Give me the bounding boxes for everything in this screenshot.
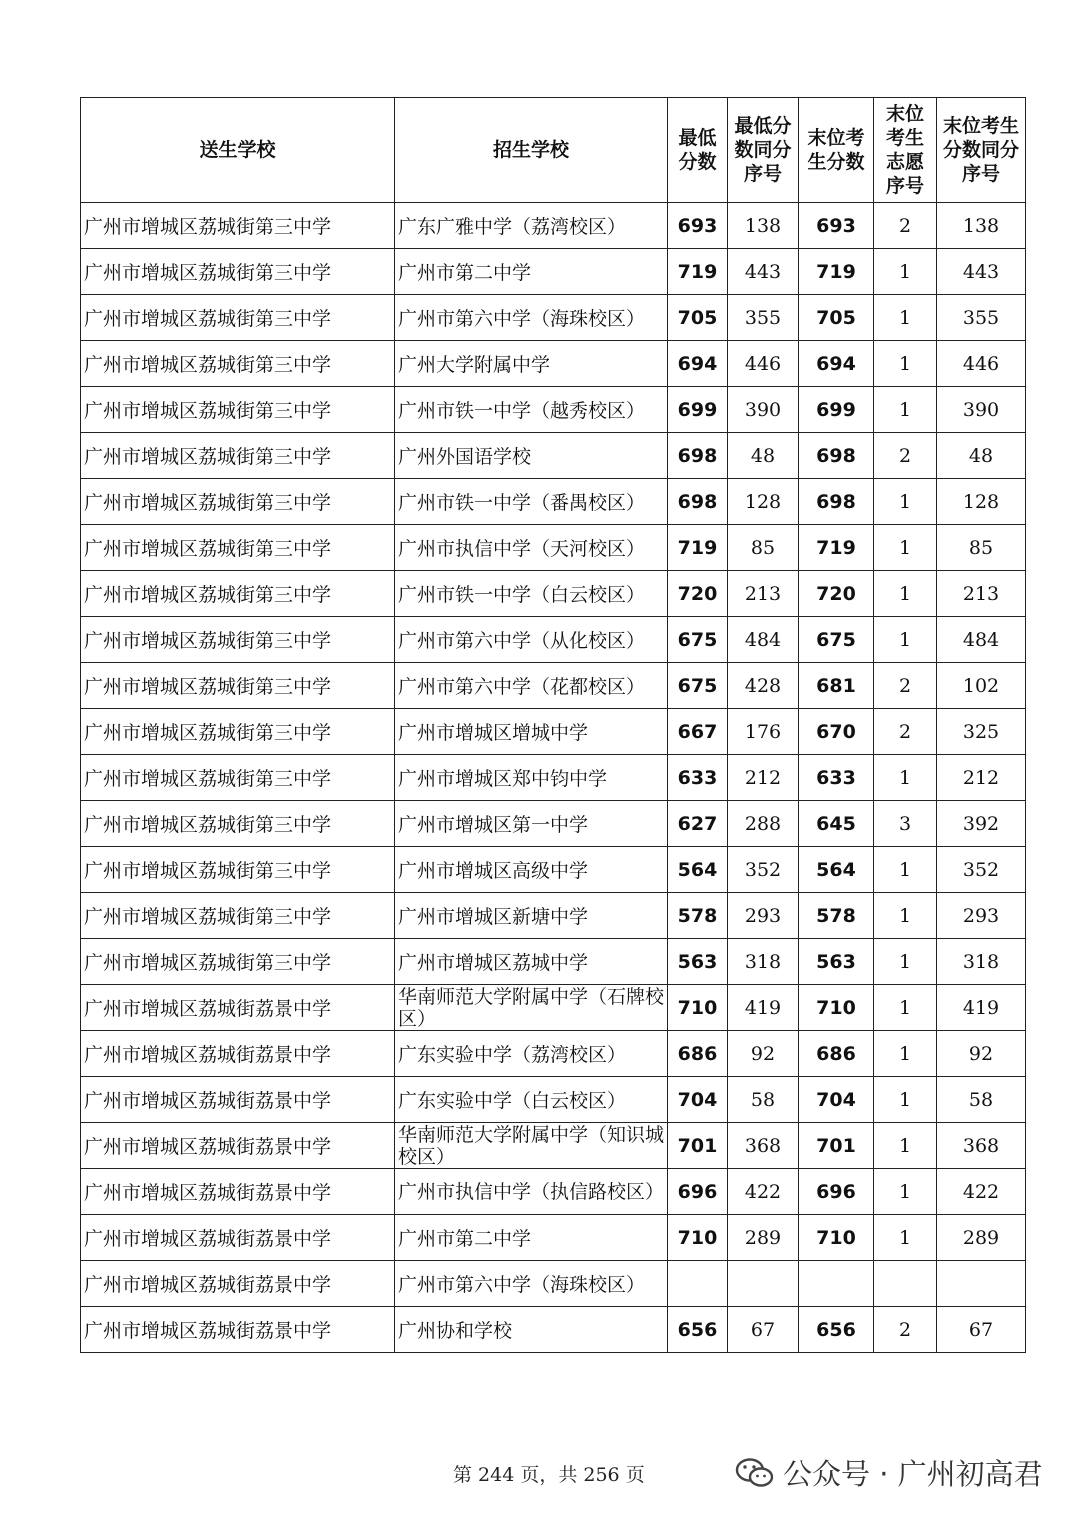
cell-last-score-rank: 355: [937, 295, 1026, 341]
table-row: [81, 617, 1026, 663]
table-row: [81, 985, 1026, 1031]
table-row: [81, 755, 1026, 801]
cell-sending-school: 广州市增城区荔城街第三中学: [81, 203, 395, 249]
cell-min-score: 693: [668, 203, 728, 249]
col-header-last-score: 末位考生分数: [799, 98, 874, 203]
cell-recruiting-school: 广州市增城区高级中学: [395, 847, 668, 893]
cell-min-score-rank: 422: [728, 1169, 799, 1215]
cell-sending-school: 广州市增城区荔城街第三中学: [81, 893, 395, 939]
cell-min-score: 578: [668, 893, 728, 939]
cell-recruiting-school: 广东实验中学（白云校区）: [395, 1077, 668, 1123]
table-row: [81, 203, 1026, 249]
cell-sending-school: 广州市增城区荔城街荔景中学: [81, 1031, 395, 1077]
cell-recruiting-school: 广州协和学校: [395, 1307, 668, 1353]
cell-last-choice-no: 1: [874, 341, 937, 387]
admission-table: [80, 97, 1026, 1353]
cell-last-score-rank: 67: [937, 1307, 1026, 1353]
cell-min-score: 719: [668, 249, 728, 295]
cell-min-score-rank: 213: [728, 571, 799, 617]
cell-last-choice-no: 1: [874, 387, 937, 433]
cell-sending-school: 广州市增城区荔城街荔景中学: [81, 1169, 395, 1215]
cell-last-score-rank: 289: [937, 1215, 1026, 1261]
cell-min-score-rank: 318: [728, 939, 799, 985]
cell-min-score: 720: [668, 571, 728, 617]
cell-recruiting-school: 广州市第六中学（海珠校区）: [395, 1261, 668, 1307]
table-row: [81, 295, 1026, 341]
cell-sending-school: 广州市增城区荔城街第三中学: [81, 295, 395, 341]
cell-min-score: 694: [668, 341, 728, 387]
table-row: [81, 1307, 1026, 1353]
cell-last-score-rank: 58: [937, 1077, 1026, 1123]
cell-last-score-rank: 392: [937, 801, 1026, 847]
cell-last-choice-no: 1: [874, 1031, 937, 1077]
cell-last-choice-no: 1: [874, 617, 937, 663]
col-header-min-score: 最低分数: [668, 98, 728, 203]
cell-last-score: 719: [799, 249, 874, 295]
cell-last-score-rank: 212: [937, 755, 1026, 801]
page-footer: [0, 1458, 1080, 1498]
cell-sending-school: 广州市增城区荔城街荔景中学: [81, 1215, 395, 1261]
cell-last-score-rank: 390: [937, 387, 1026, 433]
cell-sending-school: 广州市增城区荔城街荔景中学: [81, 1261, 395, 1307]
cell-last-choice-no: 1: [874, 755, 937, 801]
cell-recruiting-school: 华南师范大学附属中学（知识城校区）: [395, 1123, 668, 1169]
cell-min-score-rank: 67: [728, 1307, 799, 1353]
cell-min-score: 563: [668, 939, 728, 985]
cell-last-score: 670: [799, 709, 874, 755]
wechat-icon: [735, 1458, 775, 1488]
table-header-row: [81, 98, 1026, 203]
cell-last-score-rank: 443: [937, 249, 1026, 295]
cell-last-score: 698: [799, 433, 874, 479]
col-header-last-score-rank: 末位考生分数同分序号: [937, 98, 1026, 203]
cell-last-choice-no: 1: [874, 571, 937, 617]
cell-min-score: 656: [668, 1307, 728, 1353]
cell-min-score: 705: [668, 295, 728, 341]
cell-last-choice-no: 1: [874, 847, 937, 893]
cell-min-score-rank: 390: [728, 387, 799, 433]
cell-last-score: 719: [799, 525, 874, 571]
cell-min-score-rank: 138: [728, 203, 799, 249]
table-row: [81, 1031, 1026, 1077]
cell-last-choice-no: 1: [874, 1169, 937, 1215]
cell-last-score: 681: [799, 663, 874, 709]
table-row: [81, 801, 1026, 847]
cell-min-score: 719: [668, 525, 728, 571]
cell-sending-school: 广州市增城区荔城街第三中学: [81, 479, 395, 525]
cell-recruiting-school: 广州外国语学校: [395, 433, 668, 479]
cell-min-score: 710: [668, 985, 728, 1031]
cell-last-score: 705: [799, 295, 874, 341]
cell-recruiting-school: 广州市第六中学（花都校区）: [395, 663, 668, 709]
cell-last-score: 701: [799, 1123, 874, 1169]
cell-last-score-rank: 318: [937, 939, 1026, 985]
cell-min-score: 698: [668, 433, 728, 479]
cell-last-score-rank: 419: [937, 985, 1026, 1031]
cell-last-choice-no: 1: [874, 985, 937, 1031]
cell-recruiting-school: 广州市增城区荔城中学: [395, 939, 668, 985]
cell-last-score-rank: 138: [937, 203, 1026, 249]
cell-last-score-rank: 446: [937, 341, 1026, 387]
cell-min-score-rank: 446: [728, 341, 799, 387]
cell-sending-school: 广州市增城区荔城街荔景中学: [81, 1077, 395, 1123]
cell-last-score-rank: [937, 1261, 1026, 1307]
cell-last-score: 704: [799, 1077, 874, 1123]
cell-last-score: 564: [799, 847, 874, 893]
cell-min-score: 701: [668, 1123, 728, 1169]
cell-last-score: 633: [799, 755, 874, 801]
cell-recruiting-school: 广州市增城区新塘中学: [395, 893, 668, 939]
cell-min-score-rank: 352: [728, 847, 799, 893]
cell-sending-school: 广州市增城区荔城街第三中学: [81, 801, 395, 847]
col-header-sending-school: 送生学校: [81, 98, 395, 203]
cell-sending-school: 广州市增城区荔城街第三中学: [81, 663, 395, 709]
watermark-text: 公众号 · 广州初高君: [783, 1457, 1043, 1491]
cell-last-score-rank: 325: [937, 709, 1026, 755]
cell-last-score: 699: [799, 387, 874, 433]
watermark: [735, 1452, 1043, 1493]
cell-last-choice-no: 3: [874, 801, 937, 847]
cell-last-score-rank: 352: [937, 847, 1026, 893]
cell-sending-school: 广州市增城区荔城街第三中学: [81, 709, 395, 755]
cell-last-score: 578: [799, 893, 874, 939]
cell-min-score: 633: [668, 755, 728, 801]
table-row: [81, 1077, 1026, 1123]
cell-sending-school: 广州市增城区荔城街第三中学: [81, 617, 395, 663]
cell-last-score: 563: [799, 939, 874, 985]
cell-recruiting-school: 广州市增城区郑中钧中学: [395, 755, 668, 801]
cell-recruiting-school: 广东广雅中学（荔湾校区）: [395, 203, 668, 249]
cell-last-choice-no: 1: [874, 525, 937, 571]
cell-last-choice-no: 1: [874, 893, 937, 939]
cell-min-score: 696: [668, 1169, 728, 1215]
cell-last-score-rank: 293: [937, 893, 1026, 939]
cell-recruiting-school: 广州市第六中学（从化校区）: [395, 617, 668, 663]
cell-min-score-rank: 85: [728, 525, 799, 571]
cell-min-score-rank: 428: [728, 663, 799, 709]
cell-last-score: [799, 1261, 874, 1307]
cell-min-score: 686: [668, 1031, 728, 1077]
cell-min-score-rank: 419: [728, 985, 799, 1031]
table-row: [81, 939, 1026, 985]
cell-min-score: [668, 1261, 728, 1307]
table-row: [81, 709, 1026, 755]
cell-last-score: 686: [799, 1031, 874, 1077]
cell-min-score-rank: 128: [728, 479, 799, 525]
cell-sending-school: 广州市增城区荔城街第三中学: [81, 755, 395, 801]
cell-recruiting-school: 广州市增城区增城中学: [395, 709, 668, 755]
cell-last-choice-no: [874, 1261, 937, 1307]
cell-min-score-rank: 443: [728, 249, 799, 295]
cell-min-score: 698: [668, 479, 728, 525]
col-header-recruiting-school: 招生学校: [395, 98, 668, 203]
cell-last-choice-no: 2: [874, 1307, 937, 1353]
table-row: [81, 847, 1026, 893]
cell-last-choice-no: 1: [874, 939, 937, 985]
cell-min-score-rank: 355: [728, 295, 799, 341]
cell-last-score: 693: [799, 203, 874, 249]
cell-last-choice-no: 2: [874, 433, 937, 479]
cell-recruiting-school: 广州市增城区第一中学: [395, 801, 668, 847]
table-row: [81, 663, 1026, 709]
cell-last-score-rank: 422: [937, 1169, 1026, 1215]
cell-sending-school: 广州市增城区荔城街第三中学: [81, 525, 395, 571]
cell-last-score: 720: [799, 571, 874, 617]
cell-recruiting-school: 广州市执信中学（执信路校区）: [395, 1169, 668, 1215]
cell-min-score-rank: 288: [728, 801, 799, 847]
cell-last-choice-no: 1: [874, 479, 937, 525]
page-number: 第 244 页，共 256 页: [453, 1464, 645, 1486]
cell-last-choice-no: 1: [874, 295, 937, 341]
cell-min-score-rank: 212: [728, 755, 799, 801]
cell-recruiting-school: 广州市铁一中学（白云校区）: [395, 571, 668, 617]
cell-last-score-rank: 128: [937, 479, 1026, 525]
cell-min-score-rank: 176: [728, 709, 799, 755]
cell-recruiting-school: 广州市铁一中学（番禺校区）: [395, 479, 668, 525]
cell-last-score-rank: 102: [937, 663, 1026, 709]
cell-last-score-rank: 85: [937, 525, 1026, 571]
cell-min-score-rank: [728, 1261, 799, 1307]
cell-last-choice-no: 1: [874, 1077, 937, 1123]
cell-sending-school: 广州市增城区荔城街荔景中学: [81, 1123, 395, 1169]
cell-last-score: 694: [799, 341, 874, 387]
cell-min-score: 627: [668, 801, 728, 847]
cell-sending-school: 广州市增城区荔城街荔景中学: [81, 1307, 395, 1353]
cell-min-score-rank: 92: [728, 1031, 799, 1077]
cell-min-score: 699: [668, 387, 728, 433]
cell-last-score: 698: [799, 479, 874, 525]
cell-sending-school: 广州市增城区荔城街第三中学: [81, 571, 395, 617]
cell-last-score-rank: 48: [937, 433, 1026, 479]
cell-last-score-rank: 484: [937, 617, 1026, 663]
table-row: [81, 525, 1026, 571]
table-row: [81, 571, 1026, 617]
table-row: [81, 893, 1026, 939]
table-row: [81, 433, 1026, 479]
cell-min-score-rank: 289: [728, 1215, 799, 1261]
cell-min-score: 564: [668, 847, 728, 893]
table-row: [81, 1215, 1026, 1261]
cell-min-score-rank: 484: [728, 617, 799, 663]
cell-last-score: 710: [799, 1215, 874, 1261]
cell-recruiting-school: 广州大学附属中学: [395, 341, 668, 387]
cell-sending-school: 广州市增城区荔城街第三中学: [81, 847, 395, 893]
cell-min-score: 704: [668, 1077, 728, 1123]
cell-min-score-rank: 48: [728, 433, 799, 479]
cell-recruiting-school: 广州市第二中学: [395, 249, 668, 295]
table-body: [81, 203, 1026, 1353]
table-row: [81, 341, 1026, 387]
cell-last-score-rank: 368: [937, 1123, 1026, 1169]
cell-min-score: 675: [668, 617, 728, 663]
cell-recruiting-school: 广州市铁一中学（越秀校区）: [395, 387, 668, 433]
cell-recruiting-school: 广州市第二中学: [395, 1215, 668, 1261]
cell-sending-school: 广州市增城区荔城街第三中学: [81, 433, 395, 479]
cell-sending-school: 广州市增城区荔城街第三中学: [81, 341, 395, 387]
cell-min-score: 675: [668, 663, 728, 709]
cell-min-score-rank: 293: [728, 893, 799, 939]
table-row: [81, 387, 1026, 433]
cell-min-score: 710: [668, 1215, 728, 1261]
cell-min-score-rank: 368: [728, 1123, 799, 1169]
cell-last-choice-no: 1: [874, 1215, 937, 1261]
cell-sending-school: 广州市增城区荔城街第三中学: [81, 387, 395, 433]
cell-recruiting-school: 广州市第六中学（海珠校区）: [395, 295, 668, 341]
table-row: [81, 1169, 1026, 1215]
cell-last-score-rank: 92: [937, 1031, 1026, 1077]
cell-sending-school: 广州市增城区荔城街第三中学: [81, 249, 395, 295]
cell-last-score: 675: [799, 617, 874, 663]
table-row: [81, 479, 1026, 525]
table-row: [81, 249, 1026, 295]
cell-recruiting-school: 广州市执信中学（天河校区）: [395, 525, 668, 571]
cell-last-choice-no: 1: [874, 249, 937, 295]
cell-min-score: 667: [668, 709, 728, 755]
cell-last-score: 656: [799, 1307, 874, 1353]
cell-last-score: 696: [799, 1169, 874, 1215]
cell-sending-school: 广州市增城区荔城街第三中学: [81, 939, 395, 985]
cell-last-score-rank: 213: [937, 571, 1026, 617]
cell-last-score: 645: [799, 801, 874, 847]
cell-last-choice-no: 2: [874, 663, 937, 709]
cell-recruiting-school: 广东实验中学（荔湾校区）: [395, 1031, 668, 1077]
cell-last-choice-no: 1: [874, 1123, 937, 1169]
cell-last-choice-no: 2: [874, 203, 937, 249]
col-header-min-score-rank: 最低分数同分序号: [728, 98, 799, 203]
cell-sending-school: 广州市增城区荔城街荔景中学: [81, 985, 395, 1031]
table-row: [81, 1261, 1026, 1307]
table-row: [81, 1123, 1026, 1169]
cell-last-choice-no: 2: [874, 709, 937, 755]
cell-recruiting-school: 华南师范大学附属中学（石牌校区）: [395, 985, 668, 1031]
cell-last-score: 710: [799, 985, 874, 1031]
cell-min-score-rank: 58: [728, 1077, 799, 1123]
col-header-last-choice-no: 末位考生志愿序号: [874, 98, 937, 203]
